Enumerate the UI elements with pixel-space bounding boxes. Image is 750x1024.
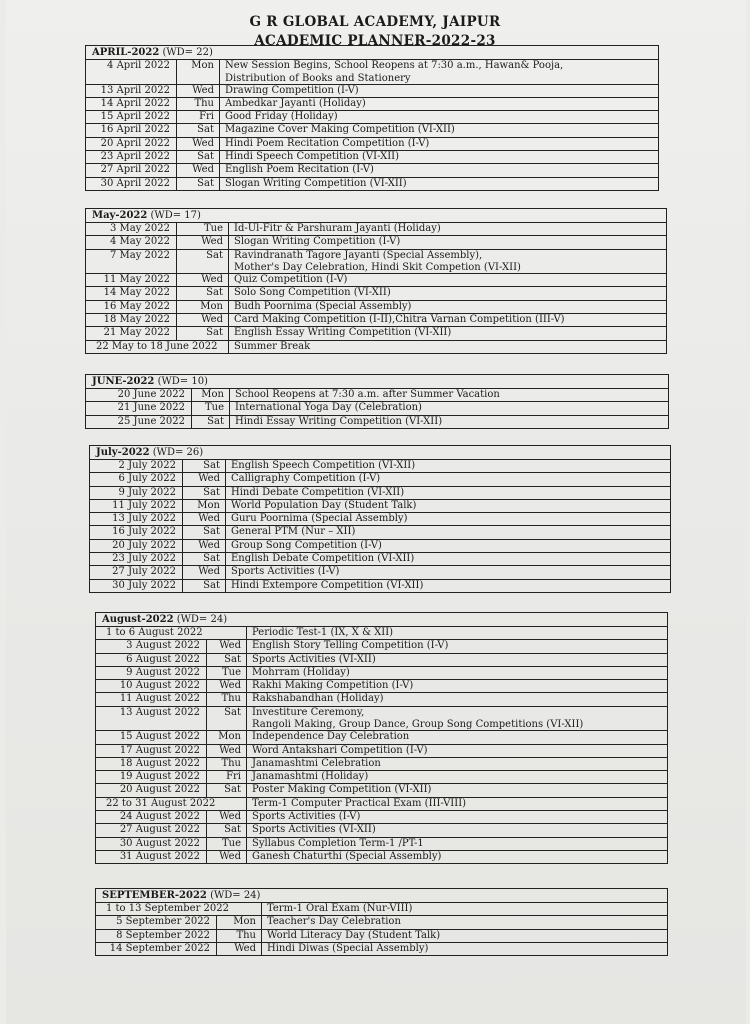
- event-description: [225, 487, 670, 499]
- event-date: 18 May 2022: [103, 313, 170, 325]
- month-name: JUNE-2022: [92, 376, 155, 387]
- event-date: 23 April 2022: [100, 150, 170, 162]
- event-day: Sat: [182, 487, 225, 499]
- planner-row: [86, 98, 658, 111]
- event-description: [246, 693, 667, 705]
- event-day: Fri: [206, 771, 246, 783]
- event-line: International Yoga Day (Celebration): [235, 402, 422, 414]
- event-description: [229, 402, 668, 414]
- month-header: [86, 375, 668, 389]
- event-date: 25 June 2022: [117, 415, 185, 427]
- event-description: [219, 124, 658, 136]
- event-line: Ganesh Chaturthi (Special Assembly): [252, 850, 442, 862]
- event-date: 3 August 2022: [126, 640, 200, 652]
- working-days: (WD= 22): [162, 47, 213, 58]
- event-line: Hindi Debate Competition (VI-XII): [231, 486, 405, 498]
- event-line: Sports Activities (VI-XII): [252, 824, 376, 836]
- event-date: 7 May 2022: [109, 249, 170, 261]
- event-date: 15 April 2022: [100, 111, 170, 123]
- event-day: Sat: [176, 327, 228, 339]
- event-day: Wed: [176, 85, 219, 97]
- event-line: Janamashtmi Celebration: [252, 757, 381, 769]
- month-section: [95, 612, 668, 864]
- event-day: Tue: [176, 223, 228, 235]
- planner-row: [96, 667, 667, 680]
- event-line-2: Rangoli Making, Group Dance, Group Song Competitions (VI-XII): [252, 719, 584, 731]
- event-description: [246, 784, 667, 796]
- event-day: Tue: [191, 402, 229, 414]
- event-day: Wed: [182, 513, 225, 525]
- event-line: Rakshabandhan (Holiday): [252, 693, 384, 705]
- event-line: Periodic Test-1 (IX, X & XII): [252, 627, 394, 638]
- event-description: [246, 680, 667, 692]
- planner-row: [86, 301, 666, 314]
- event-description: [225, 553, 670, 565]
- event-day: Thu: [216, 930, 261, 942]
- event-line: Ambedkar Jayanti (Holiday): [225, 97, 366, 109]
- planner-row: [96, 693, 667, 706]
- event-description: [219, 178, 658, 190]
- event-line: Budh Poornima (Special Assembly): [234, 300, 412, 312]
- planner-row: [90, 540, 670, 553]
- event-description: [246, 758, 667, 770]
- event-day: Sat: [182, 526, 225, 538]
- planner-row: [86, 111, 658, 124]
- planner-row: [86, 60, 658, 85]
- planner-row: [90, 473, 670, 486]
- event-description: [261, 943, 667, 955]
- event-description: [246, 771, 667, 783]
- event-description: [246, 811, 667, 823]
- month-header: [90, 446, 670, 460]
- event-line: Drawing Competition (I-V): [225, 84, 359, 96]
- event-line-2: Distribution of Books and Stationery: [225, 72, 411, 84]
- month-section: [85, 374, 669, 429]
- planner-row: [96, 798, 667, 811]
- event-day: Sat: [176, 124, 219, 136]
- event-line: Hindi Diwas (Special Assembly): [267, 942, 429, 954]
- event-line: Hindi Essay Writing Competition (VI-XII): [235, 415, 443, 427]
- event-description: [225, 513, 670, 525]
- event-description: [229, 389, 668, 401]
- event-line: Poster Making Competition (VI-XII): [252, 784, 432, 796]
- event-description: [225, 526, 670, 538]
- event-date: 27 August 2022: [119, 824, 200, 836]
- event-line: Magazine Cover Making Competition (VI-XII): [225, 124, 455, 136]
- planner-row: [90, 460, 670, 473]
- event-description: [228, 223, 666, 235]
- event-date: 27 July 2022: [112, 566, 176, 578]
- event-description: [246, 707, 667, 731]
- event-date: 3 May 2022: [109, 223, 170, 234]
- planner-row: [86, 250, 666, 275]
- event-line: General PTM (Nur – XII): [231, 526, 356, 538]
- event-day: Wed: [176, 236, 228, 248]
- event-day: Wed: [206, 811, 246, 823]
- planner-row: [86, 341, 666, 353]
- event-date: 24 August 2022: [119, 811, 200, 823]
- event-date: 20 July 2022: [112, 539, 176, 551]
- event-description: [219, 138, 658, 150]
- working-days: (WD= 24): [210, 890, 261, 901]
- planner-title: ACADEMIC PLANNER-2022-23: [254, 33, 496, 49]
- planner-row: [96, 916, 667, 929]
- event-day: Mon: [191, 389, 229, 401]
- event-line: English Story Telling Competition (I-V): [252, 640, 449, 652]
- event-date: 15 August 2022: [119, 731, 200, 743]
- planner-row: [96, 640, 667, 653]
- event-line: World Population Day (Student Talk): [231, 499, 417, 511]
- event-day: Sat: [176, 250, 228, 274]
- event-description: [219, 111, 658, 123]
- planner-row: [86, 178, 658, 190]
- event-line: English Poem Recitation (I-V): [225, 164, 374, 176]
- event-day: Wed: [182, 540, 225, 552]
- planner-row: [86, 151, 658, 164]
- event-description: [219, 164, 658, 176]
- event-date: 11 August 2022: [119, 693, 200, 705]
- event-description: [225, 566, 670, 578]
- event-line: Teacher's Day Celebration: [267, 916, 401, 928]
- event-line: Word Antakshari Competition (I-V): [252, 744, 428, 756]
- event-date: 14 April 2022: [100, 97, 170, 109]
- event-line: Slogan Writing Competition (VI-XII): [225, 177, 407, 189]
- planner-row: [96, 943, 667, 955]
- planner-row: [96, 930, 667, 943]
- event-description: [228, 287, 666, 299]
- event-day: Thu: [206, 693, 246, 705]
- event-date: 20 June 2022: [117, 389, 185, 400]
- month-header: [96, 889, 667, 903]
- planner-row: [96, 851, 667, 863]
- planner-row: [96, 731, 667, 744]
- event-description: [246, 654, 667, 666]
- event-date: 21 May 2022: [103, 327, 170, 339]
- working-days: (WD= 26): [152, 447, 204, 458]
- month-header: [96, 613, 667, 627]
- planner-row: [86, 274, 666, 287]
- event-day: Wed: [182, 566, 225, 578]
- event-date: 30 April 2022: [100, 177, 170, 189]
- event-line: English Debate Competition (VI-XII): [231, 553, 415, 565]
- event-date: 13 April 2022: [100, 84, 170, 96]
- event-line: Sports Activities (I-V): [231, 566, 340, 578]
- event-date: 8 September 2022: [116, 929, 210, 941]
- planner-row: [96, 824, 667, 837]
- event-date: 23 July 2022: [112, 553, 176, 565]
- event-line: Summer Break: [234, 340, 311, 352]
- month-section: [85, 208, 667, 354]
- event-description: [225, 500, 670, 512]
- event-date: 30 August 2022: [119, 837, 200, 849]
- event-date: 10 August 2022: [119, 680, 200, 692]
- event-date: 9 August 2022: [126, 666, 200, 678]
- event-line: Investiture Ceremony,: [252, 706, 365, 718]
- planner-row: [90, 553, 670, 566]
- event-description: [225, 580, 670, 592]
- planner-row: [86, 138, 658, 151]
- event-description: [246, 627, 667, 639]
- event-description: [219, 151, 658, 163]
- planner-row: [96, 758, 667, 771]
- event-day: Sat: [182, 553, 225, 565]
- event-date: 16 May 2022: [103, 300, 170, 312]
- event-line: Term-1 Computer Practical Exam (III-VIII): [252, 797, 467, 809]
- event-line: Hindi Speech Competition (VI-XII): [225, 150, 400, 162]
- event-day: Sat: [182, 460, 225, 472]
- event-date: 13 July 2022: [112, 513, 176, 525]
- working-days: (WD= 17): [150, 210, 201, 221]
- event-line: School Reopens at 7:30 a.m. after Summer Vacation: [235, 389, 500, 400]
- event-date: 20 April 2022: [100, 137, 170, 149]
- event-description: [246, 824, 667, 836]
- event-line: Solo Song Competition (VI-XII): [234, 287, 391, 299]
- event-date: 18 August 2022: [119, 757, 200, 769]
- event-date: 11 May 2022: [103, 274, 170, 286]
- event-line: Good Friday (Holiday): [225, 111, 338, 123]
- planner-row: [90, 500, 670, 513]
- event-date: 27 April 2022: [100, 164, 170, 176]
- event-line: Independence Day Celebration: [252, 731, 410, 743]
- event-day: Mon: [176, 60, 219, 84]
- month-name: July-2022: [96, 447, 150, 458]
- event-description: [246, 851, 667, 863]
- event-day: Thu: [176, 98, 219, 110]
- event-day: Mon: [216, 916, 261, 928]
- planner-row: [96, 903, 667, 916]
- event-description: [219, 85, 658, 97]
- planner-row: [96, 784, 667, 797]
- planner-row: [96, 627, 667, 640]
- event-day: Sat: [206, 824, 246, 836]
- planner-row: [96, 707, 667, 732]
- event-description: [228, 301, 666, 313]
- event-date: 22 May to 18 June 2022: [96, 340, 218, 352]
- event-day: Wed: [206, 640, 246, 652]
- event-line: Id-Ul-Fitr & Parshuram Jayanti (Holiday): [234, 223, 441, 234]
- event-date: 19 August 2022: [119, 771, 200, 783]
- event-line: Hindi Extempore Competition (VI-XII): [231, 579, 424, 591]
- event-line: Syllabus Completion Term-1 /PT-1: [252, 837, 424, 849]
- planner-row: [90, 513, 670, 526]
- event-date: 4 May 2022: [109, 236, 170, 248]
- event-day: Thu: [206, 758, 246, 770]
- working-days: (WD= 24): [176, 614, 228, 625]
- event-line: Guru Poornima (Special Assembly): [231, 513, 408, 525]
- event-day: Sat: [206, 707, 246, 731]
- event-line: English Essay Writing Competition (VI-XII): [234, 327, 452, 339]
- planner-row: [86, 416, 668, 428]
- event-description: [228, 341, 666, 353]
- event-line: Quiz Competition (I-V): [234, 274, 348, 286]
- month-header: [86, 46, 658, 60]
- working-days: (WD= 10): [157, 376, 208, 387]
- event-date: 11 July 2022: [112, 499, 176, 511]
- event-line: Hindi Poem Recitation Competition (I-V): [225, 137, 430, 149]
- event-day: Wed: [216, 943, 261, 955]
- event-line: Slogan Writing Competition (I-V): [234, 236, 401, 248]
- event-description: [228, 327, 666, 339]
- event-description: [219, 98, 658, 110]
- event-date: 16 April 2022: [100, 124, 170, 136]
- event-line: Card Making Competition (I-II),Chitra Varnan Competition (III-V): [234, 313, 565, 325]
- planner-row: [90, 487, 670, 500]
- planner-row: [86, 389, 668, 402]
- event-description: [228, 250, 666, 274]
- event-description: [261, 916, 667, 928]
- event-day: Sat: [182, 580, 225, 592]
- event-description: [228, 236, 666, 248]
- event-line: Janamashtmi (Holiday): [252, 771, 369, 783]
- event-line: Sports Activities (I-V): [252, 811, 361, 823]
- event-description: [246, 731, 667, 743]
- event-line: Ravindranath Tagore Jayanti (Special Assembly),: [234, 249, 483, 261]
- event-description: [246, 640, 667, 652]
- planner-row: [86, 85, 658, 98]
- event-line: Mohrram (Holiday): [252, 666, 350, 678]
- event-description: [229, 416, 668, 428]
- event-line: New Session Begins, School Reopens at 7:30 a.m., Hawan& Pooja,: [225, 60, 564, 71]
- planner-row: [96, 771, 667, 784]
- event-day: Wed: [176, 314, 228, 326]
- month-header: [86, 209, 666, 223]
- event-description: [228, 314, 666, 326]
- event-date: 31 August 2022: [119, 850, 200, 862]
- event-line: Term-1 Oral Exam (Nur-VIII): [267, 903, 413, 914]
- event-description: [228, 274, 666, 286]
- event-day: Wed: [176, 274, 228, 286]
- event-day: Tue: [206, 838, 246, 850]
- planner-row: [90, 526, 670, 539]
- event-description: [261, 930, 667, 942]
- event-day: Sat: [176, 287, 228, 299]
- event-day: Wed: [206, 680, 246, 692]
- event-date: 6 July 2022: [118, 473, 176, 485]
- planner-row: [86, 236, 666, 249]
- planner-row: [86, 314, 666, 327]
- event-line: Calligraphy Competition (I-V): [231, 473, 381, 485]
- planner-row: [96, 654, 667, 667]
- month-section: [95, 888, 668, 956]
- month-name: August-2022: [102, 614, 174, 625]
- event-description: [225, 460, 670, 472]
- event-date: 9 July 2022: [118, 486, 176, 498]
- event-date: 21 June 2022: [117, 402, 185, 414]
- month-name: SEPTEMBER-2022: [102, 890, 207, 901]
- planner-row: [86, 287, 666, 300]
- event-date: 14 September 2022: [109, 942, 210, 954]
- event-line-2: Mother's Day Celebration, Hindi Skit Competion (VI-XII): [234, 262, 521, 274]
- planner-row: [90, 566, 670, 579]
- planner-row: [90, 580, 670, 592]
- event-date: 13 August 2022: [119, 706, 200, 718]
- planner-row: [96, 811, 667, 824]
- event-date: 1 to 13 September 2022: [106, 903, 229, 914]
- planner-row: [96, 838, 667, 851]
- planner-row: [86, 164, 658, 177]
- event-day: Mon: [182, 500, 225, 512]
- planner-row: [96, 745, 667, 758]
- school-title: G R GLOBAL ACADEMY, JAIPUR: [249, 14, 501, 30]
- event-day: Wed: [206, 745, 246, 757]
- event-date: 4 April 2022: [107, 60, 170, 71]
- event-day: Fri: [176, 111, 219, 123]
- planner-row: [96, 680, 667, 693]
- event-description: [246, 798, 667, 810]
- event-description: [219, 60, 658, 84]
- planner-row: [86, 327, 666, 340]
- event-description: [246, 745, 667, 757]
- event-day: Wed: [176, 164, 219, 176]
- event-day: Sat: [206, 784, 246, 796]
- month-section: [85, 45, 659, 191]
- event-day: Sat: [176, 178, 219, 190]
- event-day: Wed: [206, 851, 246, 863]
- event-day: Sat: [206, 654, 246, 666]
- event-description: [225, 473, 670, 485]
- planner-row: [86, 223, 666, 236]
- event-date: 1 to 6 August 2022: [106, 627, 203, 638]
- event-day: Mon: [206, 731, 246, 743]
- event-line: Group Song Competition (I-V): [231, 539, 382, 551]
- event-date: 20 August 2022: [119, 784, 200, 796]
- event-line: World Literacy Day (Student Talk): [267, 929, 441, 941]
- month-name: May-2022: [92, 210, 148, 221]
- month-section: [89, 445, 671, 593]
- event-day: Sat: [176, 151, 219, 163]
- event-date: 14 May 2022: [103, 287, 170, 299]
- month-name: APRIL-2022: [92, 47, 160, 58]
- event-line: English Speech Competition (VI-XII): [231, 460, 416, 471]
- event-description: [225, 540, 670, 552]
- event-date: 2 July 2022: [118, 460, 176, 471]
- event-date: 22 to 31 August 2022: [106, 797, 216, 809]
- event-day: Wed: [182, 473, 225, 485]
- event-day: Mon: [176, 301, 228, 313]
- event-day: Wed: [176, 138, 219, 150]
- planner-row: [86, 124, 658, 137]
- event-day: Tue: [206, 667, 246, 679]
- event-day: Sat: [191, 416, 229, 428]
- event-line: Rakhi Making Competition (I-V): [252, 680, 414, 692]
- event-description: [246, 838, 667, 850]
- event-description: [246, 667, 667, 679]
- event-date: 30 July 2022: [112, 579, 176, 591]
- planner-row: [86, 402, 668, 415]
- event-line: Sports Activities (VI-XII): [252, 653, 376, 665]
- event-date: 17 August 2022: [119, 744, 200, 756]
- event-date: 16 July 2022: [112, 526, 176, 538]
- event-description: [261, 903, 667, 915]
- event-date: 6 August 2022: [126, 653, 200, 665]
- event-date: 5 September 2022: [116, 916, 210, 928]
